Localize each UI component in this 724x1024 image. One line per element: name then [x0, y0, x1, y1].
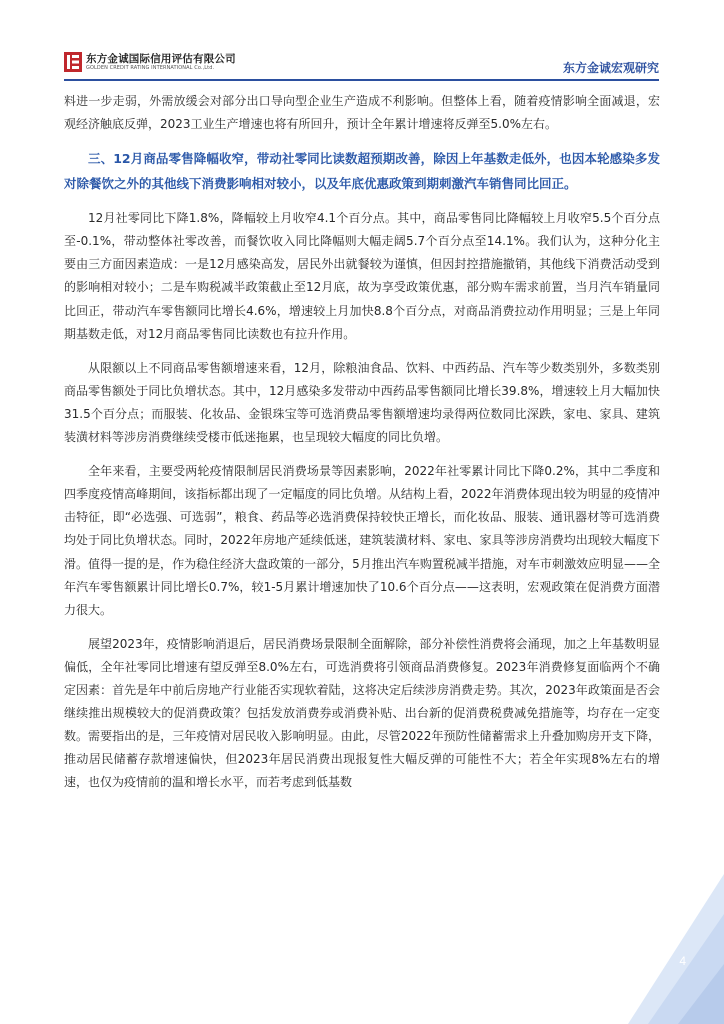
corner-decoration: [628, 874, 724, 1024]
section-heading: 三、12月商品零售降幅收窄，带动社零同比读数超预期改善，除因上年基数走低外，也因本轮感染多发对除餐饮之外的其他线下消费影响相对较小，以及年底优惠政策到期刺激汽车销售同比回正。: [64, 151, 660, 191]
series-title: 东方金诚宏观研究: [562, 61, 659, 75]
company-name-english: GOLDEN CREDIT RATING INTERNATIONAL Co.,Ltd.: [86, 65, 215, 71]
body-paragraph: 展望2023年，疫情影响消退后，居民消费场景限制全面解除，部分补偿性消费将会涌现，加之上年基数明显偏低，全年社零同比增速有望反弹至8.0%左右，可选消费将引领商品消费修复。2023年消费修复面临两个不确定因素：首先是年中前后房地产行业能否实现软着陆，这将决定后续涉房消费走势。其次，2023年政策面是否会继续推出规模较大的促消费政策？包括发放消费券或消费补贴、出台新的促消费税费减免措施等，均存在一定变数。需要指出的是，三年疫情对居民收入影响明显。由此，尽管2022年预防性储蓄需求上升叠加购房开支下降，推动居民储蓄存款增速偏快，但2023年居民消费出现报复性大幅反弹的可能性不大；若全年实现8%左右的增速，也仅为疫情前的温和增长水平，而若考虑到低基数: [64, 636, 660, 790]
report-body: [64, 90, 660, 794]
page-header: [64, 50, 659, 78]
body-paragraph: 从限额以上不同商品零售额增速来看，12月，除粮油食品、饮料、中西药品、汽车等少数类别外，多数类别商品零售额处于同比负增状态。其中，12月感染多发带动中西药品零售额同比增长39.8%，增速较上月大幅加快31.5个百分点；而服装、化妆品、金银珠宝等可选消费品零售额增速均录得两位数同比深跌，家电、家具、建筑装潢材料等涉房消费继续受楼市低迷拖累，也呈现较大幅度的同比负增。: [64, 360, 660, 445]
company-name: 东方金诚国际信用评估有限公司: [86, 53, 236, 65]
company-logo-icon: [64, 52, 82, 72]
body-paragraph: 全年来看，主要受两轮疫情限制居民消费场景等因素影响，2022年社零累计同比下降0.2%，其中二季度和四季度疫情高峰期间，该指标都出现了一定幅度的同比负增。从结构上看，2022年消费体现出较为明显的疫情冲击特征，即“必选强、可选弱”，粮食、药品等必选消费保持较快正增长，而化妆品、服装、通讯器材等可选消费均处于同比负增状态。同时，2022年房地产延续低迷，建筑装潢材料、家电、家具等涉房消费均出现较大幅度下滑。值得一提的是，作为稳住经济大盘政策的一部分，5月推出汽车购置税减半措施，对车市刺激效应明显——全年汽车零售额累计同比增长0.7%，较1-5月累计增速加快了10.6个百分点——这表明，宏观政策在促消费方面潜力很大。: [64, 464, 660, 617]
continued-paragraph: 料进一步走弱，外需放缓会对部分出口导向型企业生产造成不利影响。但整体上看，随着疫情影响全面减退，宏观经济触底反弹，2023工业生产增速也将有所回升，预计全年累计增速将反弹至5.0%左右。: [64, 94, 660, 132]
header-divider: [64, 79, 659, 81]
body-paragraph: 12月社零同比下降1.8%，降幅较上月收窄4.1个百分点。其中，商品零售同比降幅较上月收窄5.5个百分点至-0.1%，带动整体社零改善，而餐饮收入同比降幅则大幅走阔5.7个百分点至14.1%。我们认为，这种分化主要由三方面因素造成：一是12月感染高发，居民外出就餐较为谨慎，但因封控措施撤销，其他线下消费活动受到的影响相对较小；二是车购税减半政策截止至12月底，故为享受政策优惠，部分购车需求前置，当月汽车销量同比回正，带动汽车零售额同比增长4.6%，增速较上月加快8.8个百分点，对商品消费拉动作用明显；三是上年同期基数走低，对12月商品零售同比读数也有拉升作用。: [64, 211, 660, 341]
page-number: 4: [679, 954, 686, 968]
